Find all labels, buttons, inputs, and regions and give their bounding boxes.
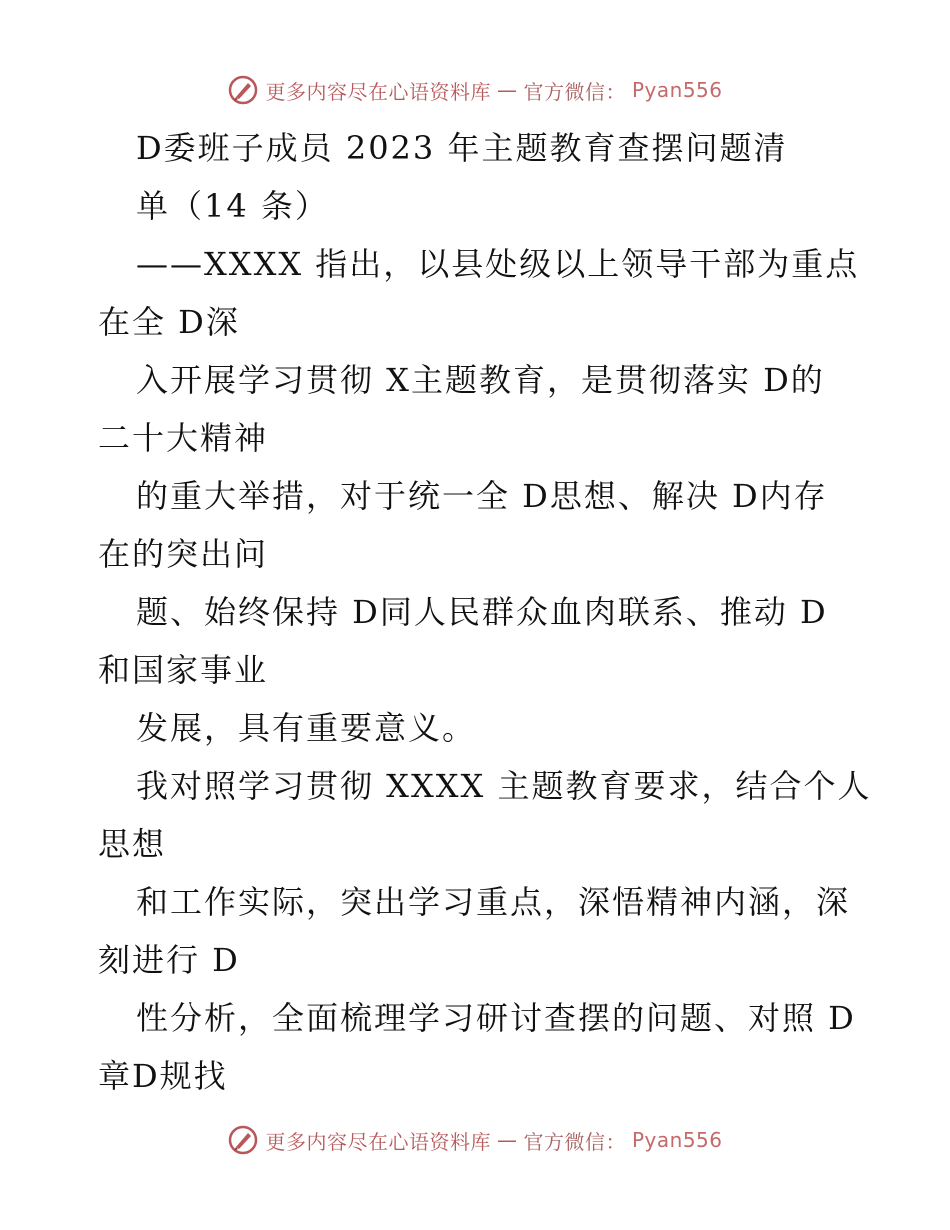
doc-line-14: 和工作实际，突出学习重点，深悟精神内涵，深 bbox=[136, 883, 851, 921]
watermark-text: 更多内容尽在心语资料库 bbox=[265, 1129, 491, 1154]
doc-line-3: ——XXXX 指出，以县处级以上领导干部为重点 bbox=[136, 245, 860, 283]
doc-line-4: 在全 D深 bbox=[98, 303, 240, 341]
doc-line-16: 性分析，全面梳理学习研讨查摆的问题、对照 D bbox=[136, 999, 856, 1037]
doc-line-11: 发展，具有重要意义。 bbox=[136, 709, 477, 747]
doc-line-12: 我对照学习贯彻 XXXX 主题教育要求，结合个人 bbox=[136, 767, 872, 805]
footer-watermark-banner bbox=[0, 1120, 950, 1160]
watermark-separator: — bbox=[496, 78, 518, 102]
watermark-content bbox=[227, 74, 722, 106]
watermark-separator: — bbox=[496, 1128, 518, 1152]
watermark-wechat-id: Pyan556 bbox=[631, 78, 723, 102]
watermark-wechat-id: Pyan556 bbox=[631, 1128, 723, 1152]
pen-logo-icon bbox=[227, 74, 259, 106]
doc-line-17: 章D规找 bbox=[98, 1057, 228, 1095]
doc-line-13: 思想 bbox=[98, 825, 167, 863]
doc-line-1: D委班子成员 2023 年主题教育查摆问题清 bbox=[136, 129, 788, 167]
doc-line-2: 单（14 条） bbox=[136, 187, 329, 225]
watermark-text: 更多内容尽在心语资料库 bbox=[265, 79, 491, 104]
doc-line-15: 刻进行 D bbox=[98, 941, 240, 979]
watermark-content bbox=[227, 1124, 722, 1156]
doc-line-8: 在的突出问 bbox=[98, 535, 269, 573]
doc-line-5: 入开展学习贯彻 X主题教育，是贯彻落实 D的 bbox=[136, 361, 825, 399]
watermark-wechat-label: 官方微信： bbox=[523, 79, 626, 104]
doc-line-9: 题、始终保持 D同人民群众血肉联系、推动 D bbox=[136, 593, 828, 631]
doc-line-6: 二十大精神 bbox=[98, 419, 269, 457]
doc-line-7: 的重大举措，对于统一全 D思想、解决 D内存 bbox=[136, 477, 828, 515]
pen-logo-icon bbox=[227, 1124, 259, 1156]
doc-line-10: 和国家事业 bbox=[98, 651, 269, 689]
header-watermark-banner bbox=[0, 70, 950, 110]
watermark-wechat-label: 官方微信： bbox=[523, 1129, 626, 1154]
